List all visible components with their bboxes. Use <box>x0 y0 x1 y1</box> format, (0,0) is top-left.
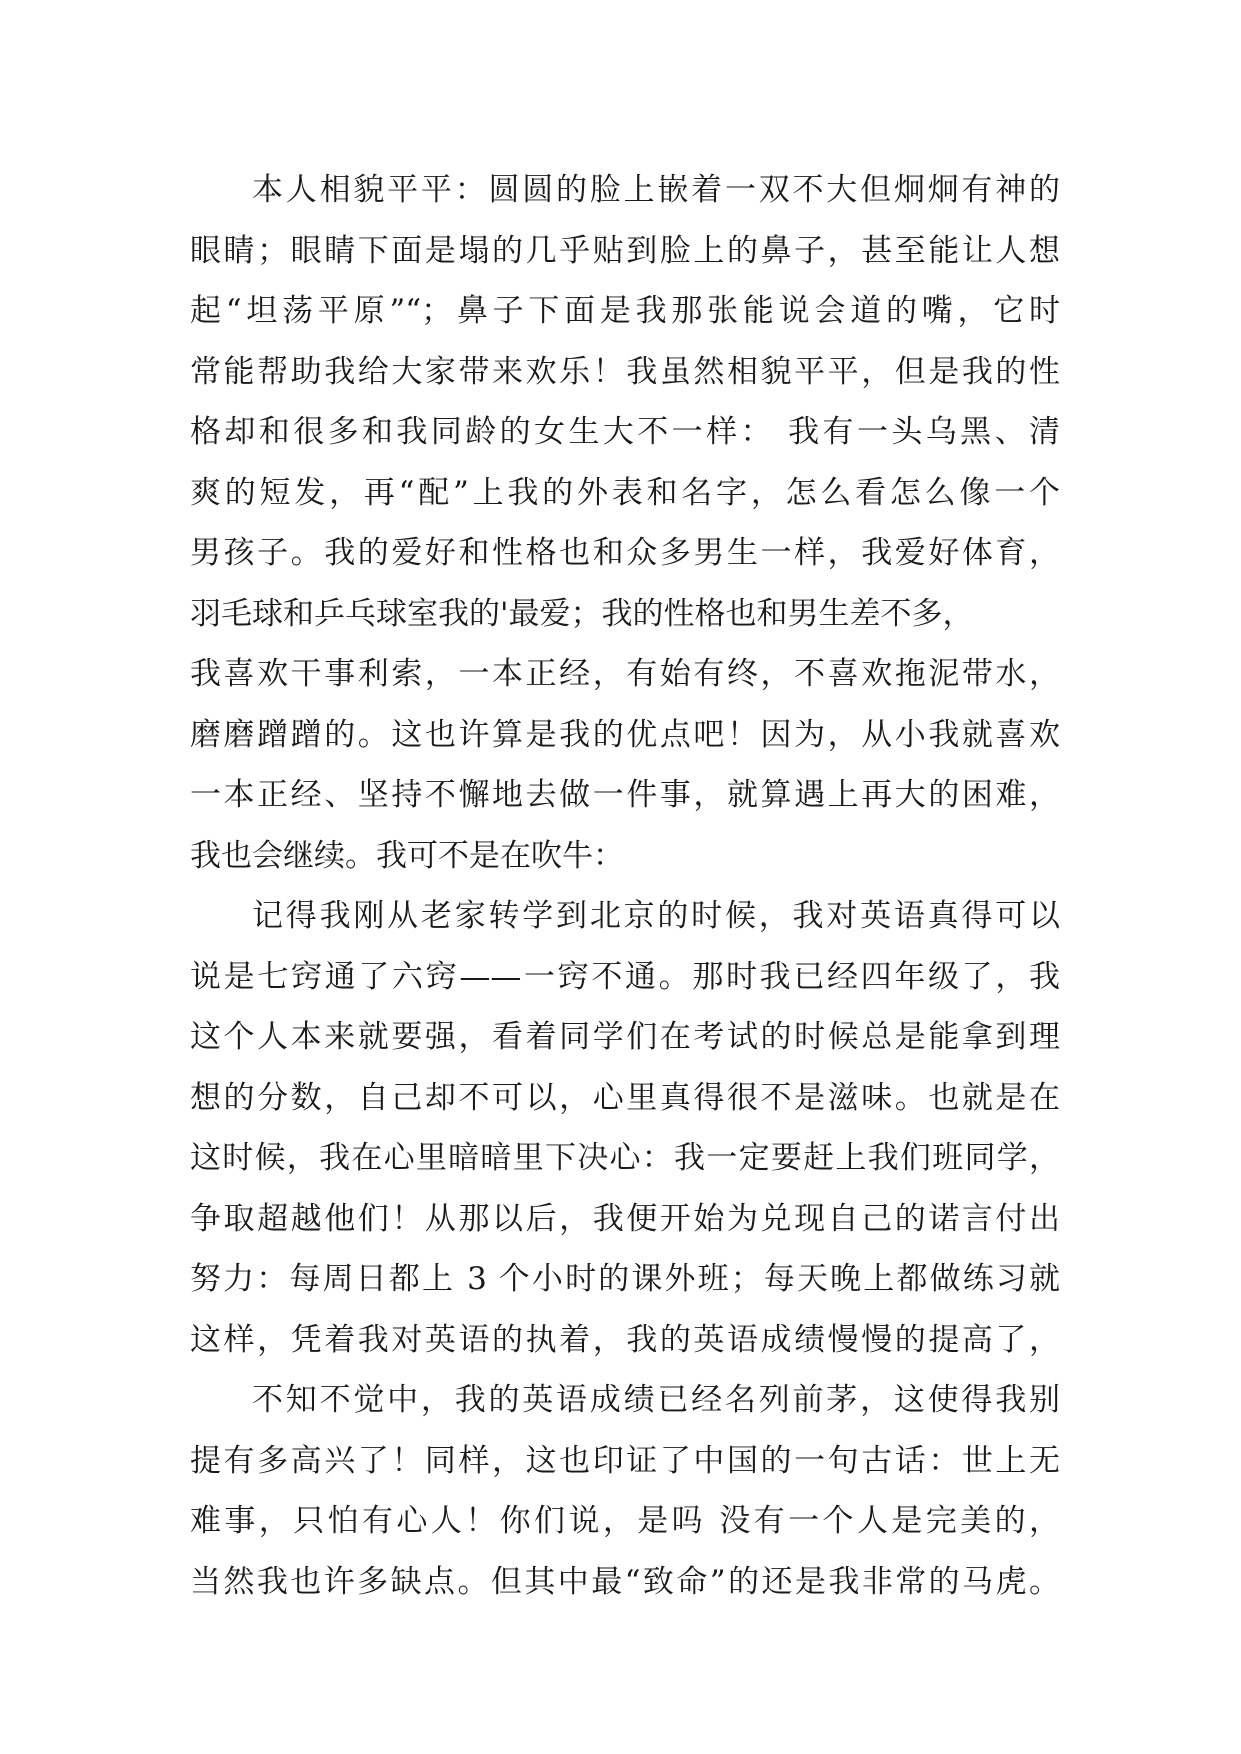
text-line: 说是七窍通了六窍——一窍不通。那时我已经四年级了，我 <box>190 958 1060 995</box>
text-line: 努力：每周日都上 3 个小时的课外班；每天晚上都做练习就 <box>190 1261 1060 1297</box>
text-line: 这个人本来就要强，看着同学们在考试的时候总是能拿到理 <box>190 1019 1060 1055</box>
text-line: 一本正经、坚持不懈地去做一件事，就算遇上再大的困难， <box>190 777 1060 813</box>
paragraph-1 <box>190 160 1060 886</box>
document-body <box>190 160 1060 1612</box>
text-line: 我也会继续。我可不是在吹牛： <box>190 837 624 874</box>
text-line: 这样，凭着我对英语的执着，我的英语成绩慢慢的提高了， <box>190 1321 1060 1358</box>
text-line: 眼睛；眼睛下面是塌的几乎贴到脸上的鼻子，甚至能让人想 <box>190 232 1060 269</box>
text-line: 这时候，我在心里暗暗里下决心：我一定要赶上我们班同学， <box>190 1140 1060 1176</box>
text-line: 难事，只怕有心人！你们说，是吗 没有一个人是完美的， <box>190 1503 1060 1539</box>
text-line: 我喜欢干事利索，一本正经，有始有终，不喜欢拖泥带水， <box>190 656 1060 692</box>
text-line: 格却和很多和我同龄的女生大不一样： 我有一头乌黑、清 <box>190 414 1060 450</box>
text-line: 常能帮助我给大家带来欢乐！我虽然相貌平平，但是我的性 <box>190 353 1060 390</box>
text-line: 记得我刚从老家转学到北京的时候，我对英语真得可以 <box>252 898 1060 934</box>
text-line: 爽的短发，再“配”上我的外表和名字，怎么看怎么像一个 <box>190 474 1060 511</box>
text-line: 本人相貌平平：圆圆的脸上嵌着一双不大但炯炯有神的 <box>252 172 1060 208</box>
text-line: 起“坦荡平原”“；鼻子下面是我那张能说会道的嘴，它时 <box>190 293 1060 329</box>
text-line: 羽毛球和乒乓球室我的'最爱；我的性格也和男生差不多， <box>190 595 974 632</box>
text-line: 男孩子。我的爱好和性格也和众多男生一样，我爱好体育， <box>190 535 1060 571</box>
text-line: 争取超越他们！从那以后，我便开始为兑现自己的诺言付出 <box>190 1200 1060 1237</box>
text-line: 磨磨蹭蹭的。这也许算是我的优点吧！因为，从小我就喜欢 <box>190 716 1060 753</box>
text-line: 当然我也许多缺点。但其中最“致命”的还是我非常的马虎。 <box>190 1563 1060 1600</box>
paragraph-2 <box>190 886 1060 1370</box>
text-line: 不知不觉中，我的英语成绩已经名列前茅，这使得我别 <box>252 1382 1060 1418</box>
paragraph-3 <box>190 1370 1060 1612</box>
text-line: 提有多高兴了！同样，这也印证了中国的一句古话：世上无 <box>190 1442 1060 1479</box>
text-line: 想的分数，自己却不可以，心里真得很不是滋味。也就是在 <box>190 1079 1060 1116</box>
